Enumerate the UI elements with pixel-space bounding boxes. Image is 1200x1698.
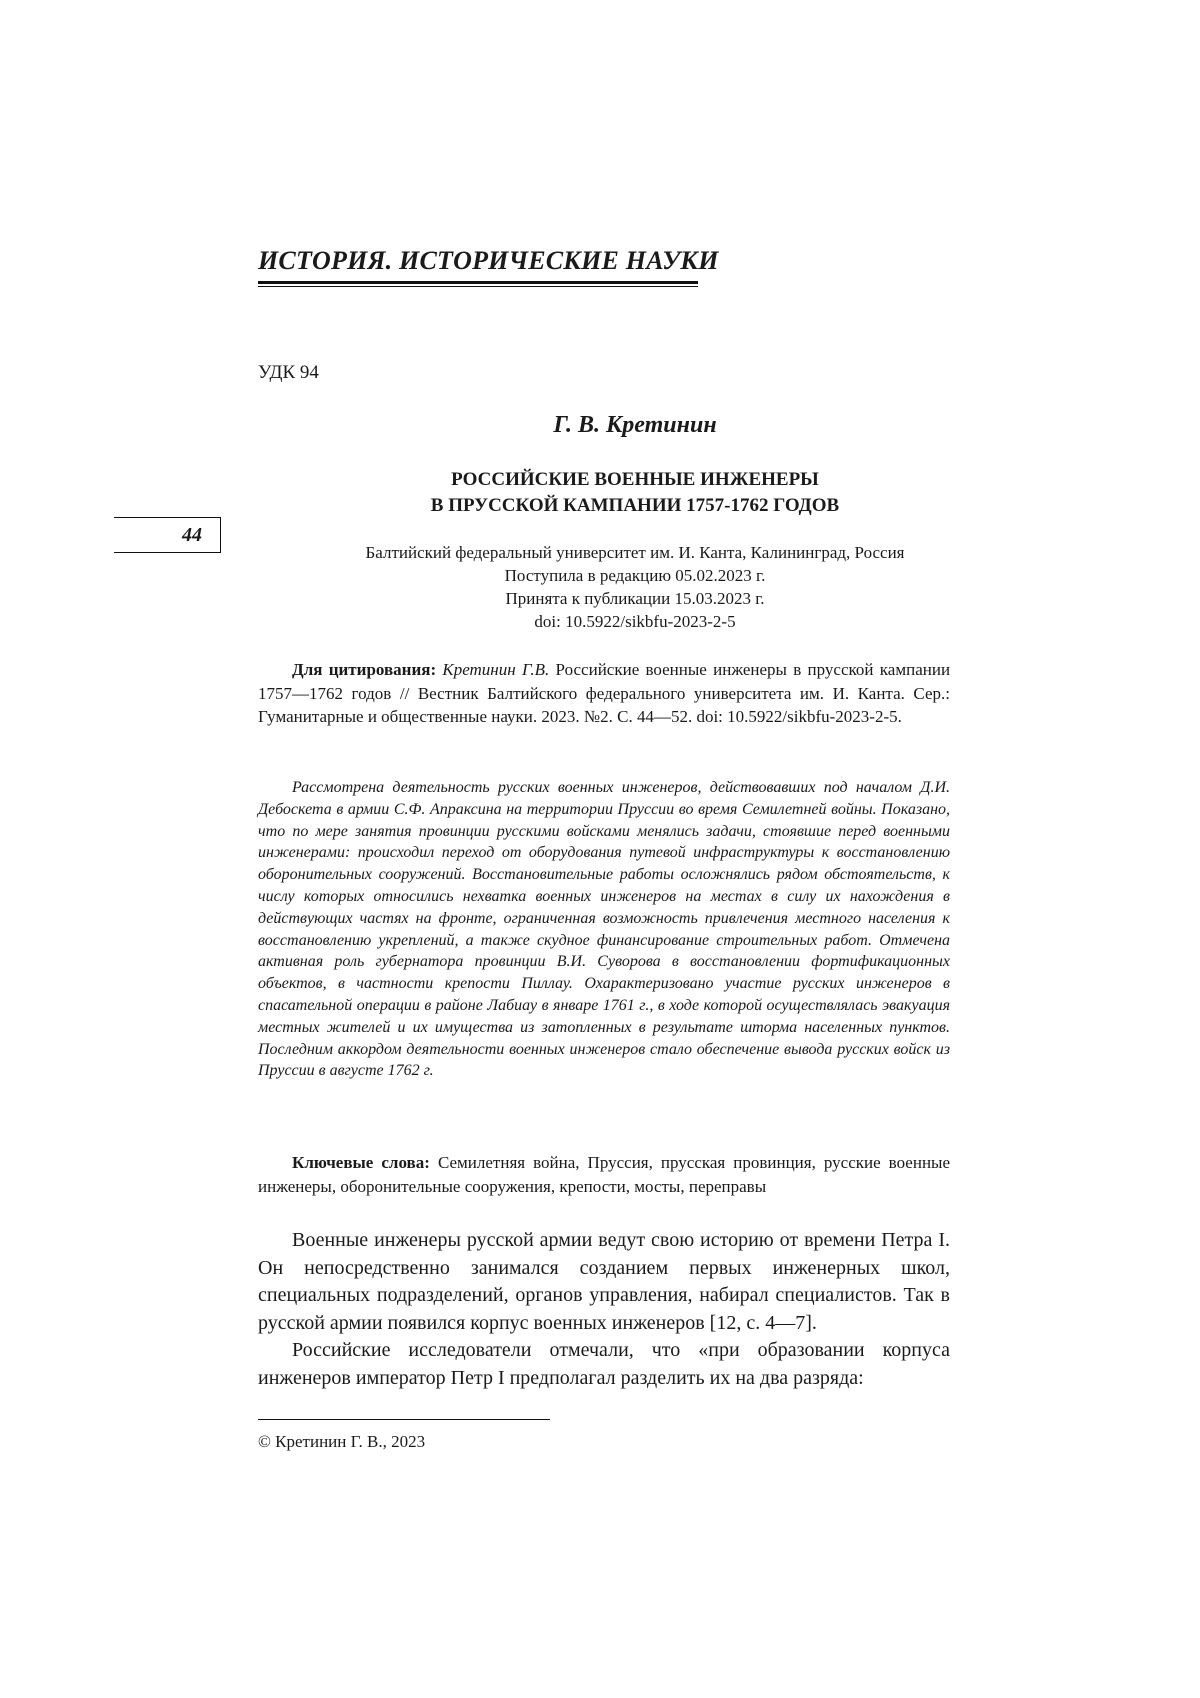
udc-code: УДК 94	[258, 362, 319, 383]
keywords-text: Семилетняя война, Пруссия, прусская провинция, русские военные инженеры, оборонительные сооружения, крепости, мосты, переправы	[258, 1153, 951, 1196]
section-heading: ИСТОРИЯ. ИСТОРИЧЕСКИЕ НАУКИ	[258, 246, 719, 275]
heading-rule-thin	[258, 286, 698, 287]
citation-block	[258, 658, 950, 729]
citation-text: Российские военные инженеры в прусской кампании 1757—1762 годов // Вестник Балтийского федерального университета им. И. Канта. Сер.: Гуманитарные и общественные науки. 2023. №2. С. 44—52. doi: 10.5922/sikbfu-2023-2-5.	[258, 660, 951, 726]
body-paragraph-1: Военные инженеры русской армии ведут свою историю от времени Петра I. Он непосредственно занимался созданием первых инженерных школ, специальных подразделений, органов управления, набирал специалистов. Так в русской армии появился корпус военных инженеров [12, с. 4—7].	[258, 1229, 950, 1334]
affiliation-university: Балтийский федеральный университет им. И. Канта, Калининград, Россия	[365, 543, 905, 562]
affiliation-block	[0, 541, 1200, 633]
article-title	[0, 467, 1200, 519]
body-text	[258, 1227, 950, 1392]
title-line-1: РОССИЙСКИЕ ВОЕННЫЕ ИНЖЕНЕРЫ	[451, 469, 819, 490]
citation-author: Кретинин Г.В.	[442, 660, 550, 679]
heading-rule-thick	[258, 281, 698, 284]
keywords-block	[258, 1151, 950, 1199]
footnote-rule	[258, 1419, 550, 1420]
keywords-label: Ключевые слова:	[292, 1153, 430, 1172]
citation-label: Для цитирования:	[292, 660, 437, 679]
title-line-2: В ПРУССКОЙ КАМПАНИИ 1757-1762 ГОДОВ	[430, 495, 840, 516]
author-name: Г. В. Кретинин	[553, 412, 717, 438]
abstract: Рассмотрена деятельность русских военных инженеров, действовавших под началом Д.И. Дебоскета в армии С.Ф. Апраксина на территории Пруссии во время Семилетней войны. Показано, что по мере занятия провинции русскими войсками менялись задачи, стоявшие перед военными инженерами: происходил переход от оборудования путевой инфраструктуры к восстановлению оборонительных сооружений. Восстановительные работы осложнялись рядом обстоятельств, к числу которых относились нехватка военных инженеров на местах в силу их нахождения в действующих частях на фронте, ограниченная возможность привлечения местного населения к восстановлению укреплений, а также скудное финансирование строительных работ. Отмечена активная роль губернатора провинции В.И. Суворова в восстановлении фортификационных объектов, в частности крепости Пиллау. Охарактеризовано участие русских инженеров в спасательной операции в районе Лабиау в январе 1761 г., в ходе которой осуществлялась эвакуация местных жителей и их имущества из затопленных в результате шторма населенных пунктов. Последним аккордом деятельности военных инженеров стало обеспечение вывода русских войск из Пруссии в августе 1762 г.	[258, 779, 950, 1080]
copyright-note: © Кретинин Г. В., 2023	[258, 1432, 426, 1451]
body-paragraph-2: Российские исследователи отмечали, что «при образовании корпуса инженеров император Петр I предполагал разделить их на два разряда:	[258, 1339, 950, 1389]
doi: doi: 10.5922/sikbfu-2023-2-5	[534, 612, 736, 631]
page-number: 44	[182, 524, 202, 546]
accepted-date: Принята к публикации 15.03.2023 г.	[505, 589, 765, 608]
received-date: Поступила в редакцию 05.02.2023 г.	[504, 566, 766, 585]
